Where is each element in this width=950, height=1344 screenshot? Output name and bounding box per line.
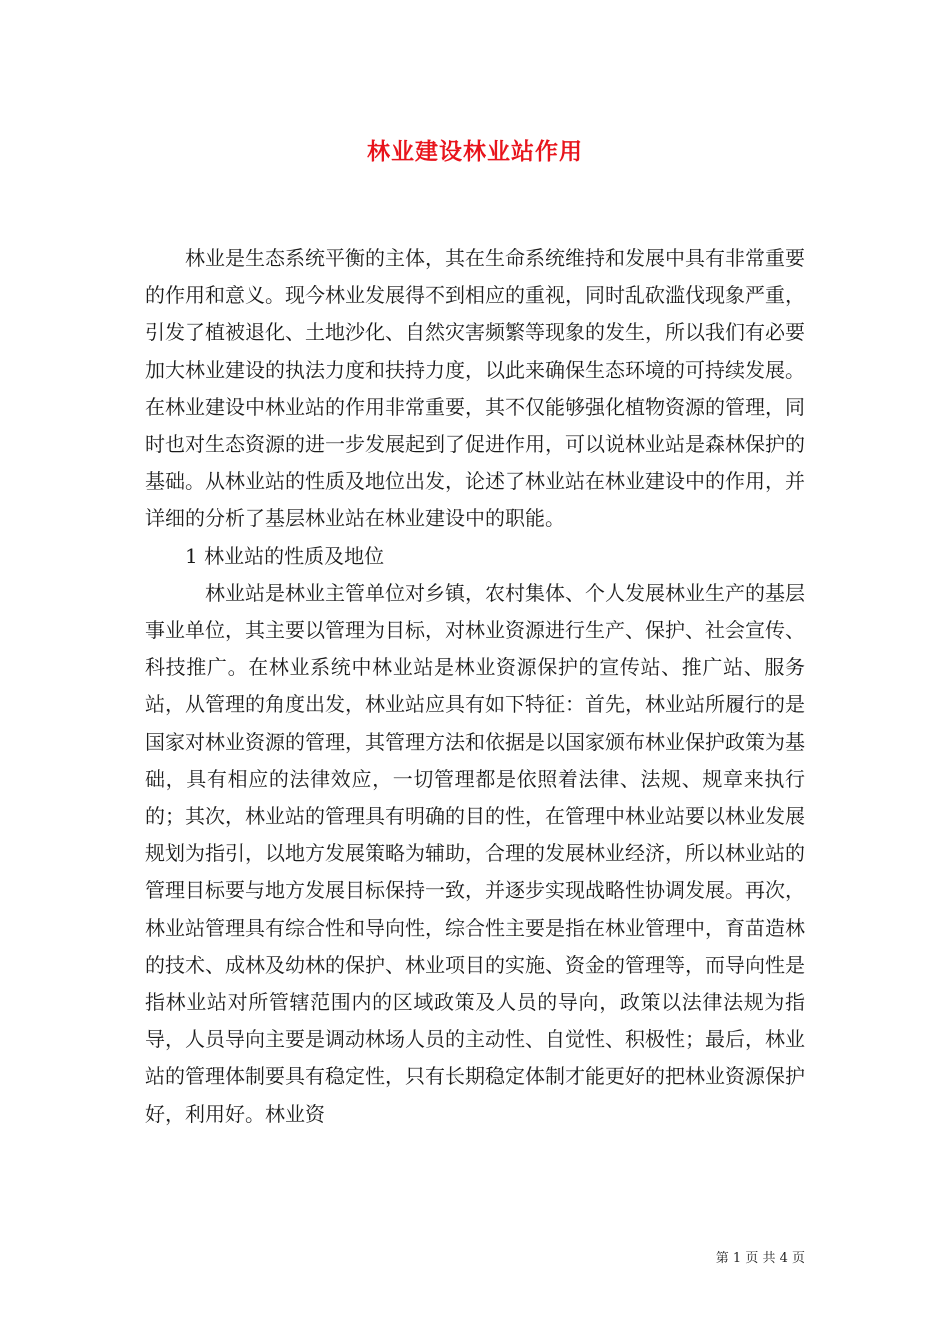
document-title: 林业建设林业站作用 <box>367 138 583 165</box>
intro-paragraph: 林业是生态系统平衡的主体，其在生命系统维持和发展中具有非常重要的作用和意义。现今林业发展得不到相应的重视，同时乱砍滥伐现象严重，引发了植被退化、土地沙化、自然灾害频繁等现象的发生，所以我们有必要加大林业建设的执法力度和扶持力度，以此来确保生态环境的可持续发展。在林业建设中林业站的作用非常重要，其不仅能够强化植物资源的管理，同时也对生态资源的进一步发展起到了促进作用，可以说林业站是森林保护的基础。从林业站的性质及地位出发，论述了林业站在林业建设中的作用，并详细的分析了基层林业站在林业建设中的职能。 <box>145 246 805 531</box>
section-heading: 1 林业站的性质及地位 <box>185 543 385 568</box>
document-body <box>145 240 805 1133</box>
page-footer: 第 1 页 共 4 页 <box>715 1251 805 1266</box>
section-paragraph: 林业站是林业主管单位对乡镇，农村集体、个人发展林业生产的基层事业单位，其主要以管理为目标，对林业资源进行生产、保护、社会宣传、科技推广。在林业系统中林业站是林业资源保护的宣传站、推广站、服务站，从管理的角度出发，林业站应具有如下特征：首先，林业站所履行的是国家对林业资源的管理，其管理方法和依据是以国家颁布林业保护政策为基础，具有相应的法律效应，一切管理都是依照着法律、法规、规章来执行的；其次，林业站的管理具有明确的目的性，在管理中林业站要以林业发展规划为指引，以地方发展策略为辅助，合理的发展林业经济，所以林业站的管理目标要与地方发展目标保持一致，并逐步实现战略性协调发展。再次，林业站管理具有综合性和导向性，综合性主要是指在林业管理中，育苗造林的技术、成林及幼林的保护、林业项目的实施、资金的管理等，而导向性是指林业站对所管辖范围内的区域政策及人员的导向，政策以法律法规为指导，人员导向主要是调动林场人员的主动性、自觉性、积极性；最后，林业站的管理体制要具有稳定性，只有长期稳定体制才能更好的把林业资源保护好，利用好。林业资 <box>145 580 805 1126</box>
